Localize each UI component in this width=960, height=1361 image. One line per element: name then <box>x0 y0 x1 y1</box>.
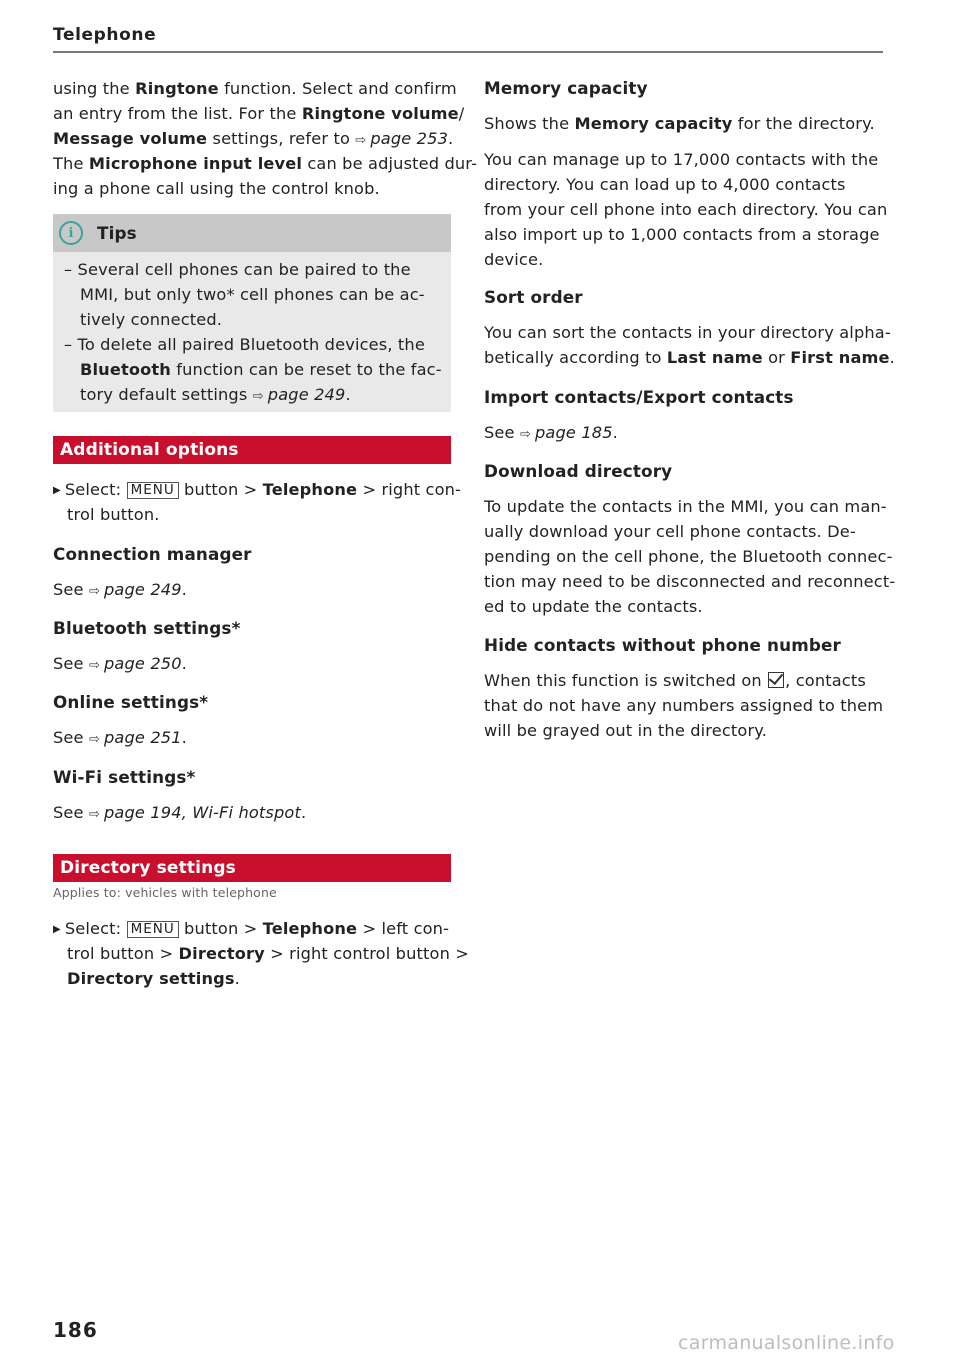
running-header: Telephone <box>53 25 157 45</box>
tip-item: – To delete all paired Bluetooth devices, the <box>64 335 425 354</box>
tips-header <box>53 214 451 252</box>
arrow-right-icon: ⇨ <box>88 658 100 673</box>
applies-to-note: Applies to: vehicles with telephone <box>53 885 277 900</box>
directory-settings-instruction: ▶ Select: MENU button > Telephone > left con- trol button > Directory > right control button > Directory settings. <box>53 919 469 988</box>
page-ref-link[interactable]: page 251 <box>104 728 182 747</box>
page-ref-link[interactable]: page 185 <box>535 423 613 442</box>
page-ref-link[interactable]: page 250 <box>104 654 182 673</box>
bullet-triangle-icon: ▶ <box>53 485 61 496</box>
section-hide-contacts: Hide contacts without phone number When this function is switched on , contacts that do not have any numbers assigned to them will be grayed out in the directory. <box>484 635 884 740</box>
section-heading: Sort order <box>484 287 583 307</box>
arrow-right-icon: ⇨ <box>88 807 100 822</box>
section-heading: Wi-Fi settings* <box>53 767 196 787</box>
section-heading: Memory capacity <box>484 78 648 98</box>
section-bluetooth-settings: Bluetooth settings* See ⇨ page 250. <box>53 616 451 676</box>
section-memory-capacity: Memory capacity Shows the Memory capacity for the directory. You can manage up to 17,000 contacts with the directory. You can load up to 4,000 contacts from your cell phone into each directory. You can also import up to 1,000 contacts from a storage device. <box>484 78 888 269</box>
page-ref-link[interactable]: page 249 <box>267 385 346 404</box>
section-connection-manager: Connection manager See ⇨ page 249. <box>53 542 451 602</box>
bullet-triangle-icon: ▶ <box>53 924 61 935</box>
section-heading: Hide contacts without phone number <box>484 635 841 655</box>
arrow-right-icon: ⇨ <box>252 389 264 404</box>
section-bar-additional-options: Additional options <box>53 436 451 464</box>
arrow-right-icon: ⇨ <box>519 427 531 442</box>
tips-list: – Several cell phones can be paired to the MMI, but only two* cell phones can be ac- tively connected. – To delete all paired Bluetooth devices, the Bluetooth function can be reset to the fac- tory default settings ⇨ page 249. <box>53 252 451 412</box>
section-heading: Import contacts/Export contacts <box>484 387 794 407</box>
page-number: 186 <box>53 1318 98 1342</box>
info-icon: i <box>59 221 83 245</box>
tip-item: – Several cell phones can be paired to the <box>64 260 411 279</box>
menu-key: MENU <box>127 482 179 499</box>
section-download-directory: Download directory To update the contacts in the MMI, you can man- ually download your cell phone contacts. De- pending on the cell phone, the Bluetooth connec- tion may need to be disconnected and reconnect- ed to update the contacts. <box>484 461 896 616</box>
intro-paragraph: using the Ringtone function. Select and confirm an entry from the list. For the Ringtone volume/ Message volume settings, refer to ⇨ page 253. The Microphone input level can be adjusted dur- ing a phone call using the control knob. <box>53 79 478 198</box>
watermark: carmanualsonline.info <box>678 1332 895 1354</box>
additional-options-instruction: ▶ Select: MENU button > Telephone > right con- trol button. <box>53 480 462 524</box>
section-wifi-settings: Wi-Fi settings* See ⇨ page 194, Wi-Fi hotspot. <box>53 765 451 825</box>
page-ref-link[interactable]: page 249 <box>104 580 182 599</box>
page-ref-link[interactable]: page 253 <box>370 129 449 148</box>
menu-key: MENU <box>127 921 179 938</box>
tips-title: Tips <box>97 223 137 243</box>
arrow-right-icon: ⇨ <box>355 133 367 148</box>
arrow-right-icon: ⇨ <box>88 732 100 747</box>
tips-box <box>53 214 451 412</box>
section-import-export: Import contacts/Export contacts See ⇨ page 185. <box>484 385 884 445</box>
arrow-right-icon: ⇨ <box>88 584 100 599</box>
section-bar-directory-settings: Directory settings <box>53 854 451 882</box>
section-online-settings: Online settings* See ⇨ page 251. <box>53 690 451 750</box>
section-heading: Online settings* <box>53 692 209 712</box>
section-heading: Bluetooth settings* <box>53 618 241 638</box>
header-divider <box>53 51 883 53</box>
checkbox-checked-icon <box>768 672 784 688</box>
section-heading: Download directory <box>484 461 673 481</box>
page-ref-link[interactable]: page 194, Wi-Fi hotspot <box>104 803 301 822</box>
section-heading: Connection manager <box>53 544 252 564</box>
section-sort-order: Sort order You can sort the contacts in your directory alpha- betically according to Last name or First name. <box>484 287 895 367</box>
